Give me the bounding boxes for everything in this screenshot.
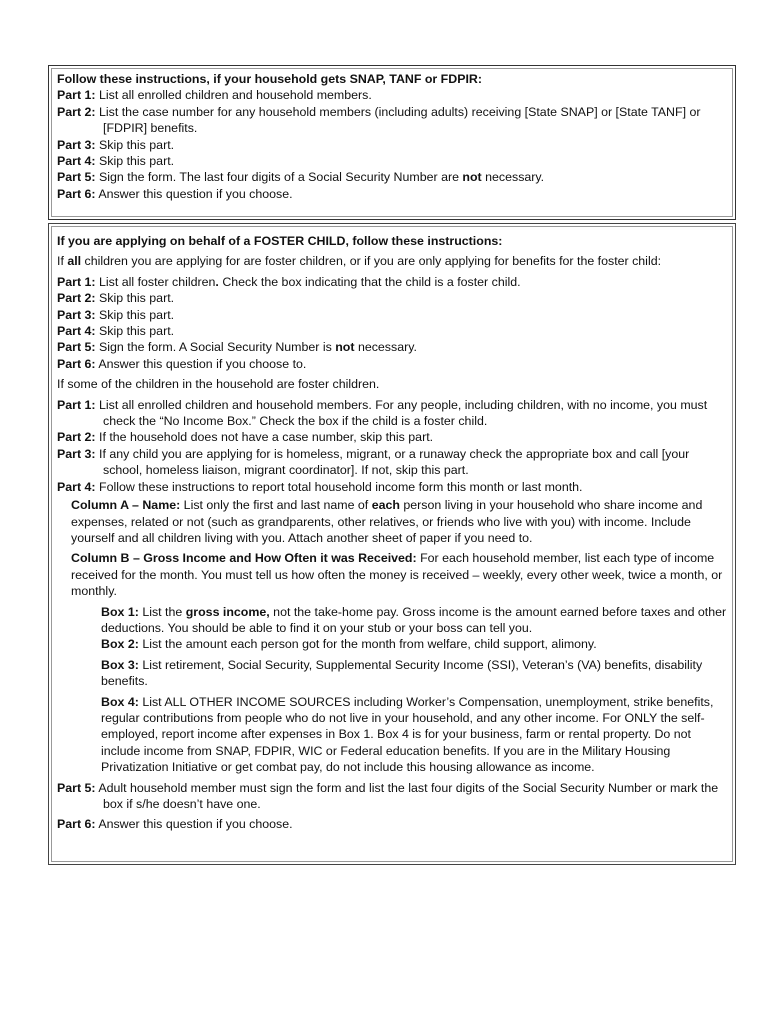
part-label: Part 3: [57, 446, 96, 461]
part-text: Skip this part. [95, 154, 175, 169]
emphasis: not [462, 170, 482, 185]
snap-part-6 [57, 186, 727, 202]
box-text: List the [138, 604, 186, 619]
part-text: List all foster children [95, 274, 216, 289]
box-label: Box 1: [101, 604, 139, 619]
foster-heading: If you are applying on behalf of a FOSTER CHILD, follow these instructions: [57, 234, 503, 248]
some-part-3 [57, 446, 727, 479]
some-foster-heading: If some of the children in the household are foster children. [57, 377, 380, 392]
snap-part-5 [57, 169, 727, 185]
part-text-after: Check the box indicating that the child is a foster child. [218, 274, 521, 289]
foster-part-3 [57, 307, 727, 323]
part-label: Part 5: [57, 340, 96, 355]
part-label: Part 4: [57, 324, 96, 339]
part-text: Skip this part. [95, 307, 175, 322]
part-text: List the case number for any household members (including adults) receiving [State SNAP] or [State TANF] or [FDPIR] benefits. [95, 104, 701, 136]
part-label: Part 4: [57, 479, 96, 494]
column-b-text: For each household member, list each type of income received for the month. You must tell us how often the money is received – weekly, every other week, twice a month, or monthly. [71, 551, 723, 599]
some-part-1 [57, 397, 727, 430]
column-a-title: Column A – Name: [71, 498, 181, 513]
foster-all-parts [57, 274, 727, 372]
emphasis: . [215, 274, 219, 289]
part-label: Part 1: [57, 397, 96, 412]
emphasis: gross income, [185, 604, 270, 619]
column-b-title: Column B – Gross Income and How Often it was Received: [71, 551, 417, 566]
part-text: If the household does not have a case number, skip this part. [95, 430, 434, 445]
part-label: Part 5: [57, 780, 96, 795]
box-label: Box 2: [101, 637, 139, 652]
part-text: Skip this part. [95, 324, 175, 339]
part-text: Answer this question if you choose to. [95, 356, 307, 371]
part-label: Part 2: [57, 430, 96, 445]
snap-part-3 [57, 137, 727, 153]
box-4-instructions [101, 694, 727, 776]
box-label: Box 3: [101, 657, 139, 672]
column-b-instructions [71, 550, 727, 599]
foster-intro [57, 253, 727, 269]
part-label: Part 3: [57, 137, 96, 152]
part-text: If any child you are applying for is homeless, migrant, or a runaway check the appropriate box and call [your school, homeless liaison, migrant coordinator]. If not, skip this part. [95, 446, 690, 478]
some-part-4 [57, 479, 727, 495]
snap-heading: Follow these instructions, if your household gets SNAP, TANF or FDPIR: [57, 72, 482, 86]
part-text: Skip this part. [95, 291, 175, 306]
part-label: Part 5: [57, 170, 96, 185]
box-2-instructions [101, 636, 727, 652]
part-label: Part 1: [57, 274, 96, 289]
emphasis: not [335, 340, 355, 355]
foster-instructions-box [48, 223, 736, 865]
part-text: Skip this part. [95, 137, 175, 152]
part-text-after: necessary. [354, 340, 417, 355]
snap-part-4 [57, 153, 727, 169]
column-a-text: List only the first and last name of [180, 498, 372, 513]
final-parts [57, 780, 727, 833]
part-text: List all enrolled children and household members. [95, 88, 372, 103]
foster-part-4 [57, 323, 727, 339]
part-label: Part 3: [57, 307, 96, 322]
part-text: Follow these instructions to report total household income form this month or last month. [95, 479, 583, 494]
box-text: List ALL OTHER INCOME SOURCES including Worker’s Compensation, unemployment, strike benefits, regular contributions from people who do not live in your household, and any other income. For ONLY the self-employed, report income after expenses in Box 1. Box 4 is for your business, farm or rental property. Do not include income from SNAP, FDPIR, WIC or Federal education benefits. If you are in the Military Housing Privatization Initiative or get combat pay, do not include this housing allowance as income. [101, 694, 714, 775]
part-text: List all enrolled children and household members. For any people, including children, with no income, you must check the “No Income Box.” Check the box if the child is a foster child. [95, 397, 708, 429]
part-label: Part 6: [57, 186, 96, 201]
part-label: Part 1: [57, 88, 96, 103]
part-text: Sign the form. A Social Security Number is [95, 340, 336, 355]
some-part-2 [57, 429, 727, 445]
part-label: Part 2: [57, 291, 96, 306]
foster-part-1 [57, 274, 727, 290]
some-foster-parts [57, 397, 727, 495]
part-text-after: necessary. [481, 170, 545, 185]
emphasis: each [371, 498, 400, 513]
box-1-instructions [101, 604, 727, 637]
box-text-after: not the take-home pay. Gross income is the amount earned before taxes and other deductions. You should be able to find it on your stub or your boss can tell you. [101, 604, 727, 635]
intro-text: If [57, 254, 68, 269]
final-part-6 [57, 816, 727, 832]
box-text: List the amount each person got for the month from welfare, child support, alimony. [138, 637, 597, 652]
part-label: Part 2: [57, 104, 96, 119]
part-label: Part 4: [57, 154, 96, 169]
emphasis: all [67, 254, 82, 269]
box-label: Box 4: [101, 694, 139, 709]
box-3-instructions [101, 657, 727, 690]
foster-part-5 [57, 339, 727, 355]
snap-instructions-box [48, 65, 736, 220]
foster-part-6 [57, 356, 727, 372]
part-text: Adult household member must sign the form and list the last four digits of the Social Security Number or mark the box if s/he doesn’t have one. [95, 780, 719, 811]
part-text: Answer this question if you choose. [95, 817, 293, 832]
final-part-5 [57, 780, 727, 813]
part-label: Part 6: [57, 356, 96, 371]
snap-part-1 [57, 87, 727, 103]
foster-part-2 [57, 290, 727, 306]
part-label: Part 6: [57, 817, 96, 832]
part-text: Sign the form. The last four digits of a Social Security Number are [95, 170, 463, 185]
part-text: Answer this question if you choose. [95, 186, 293, 201]
column-a-text-after: person living in your household who share income and expenses, related or not (such as grandparents, other relatives, or friends who live with you) with income. Include yourself and all children living with you. Attach another sheet of paper if you need to. [71, 498, 703, 545]
intro-text: children you are applying for are foster children, or if you are only applying for benefits for the foster child: [81, 254, 662, 269]
snap-part-2 [57, 104, 727, 137]
column-a-instructions [71, 497, 727, 546]
box-text: List retirement, Social Security, Supplemental Security Income (SSI), Veteran’s (VA) benefits, disability benefits. [101, 657, 703, 689]
